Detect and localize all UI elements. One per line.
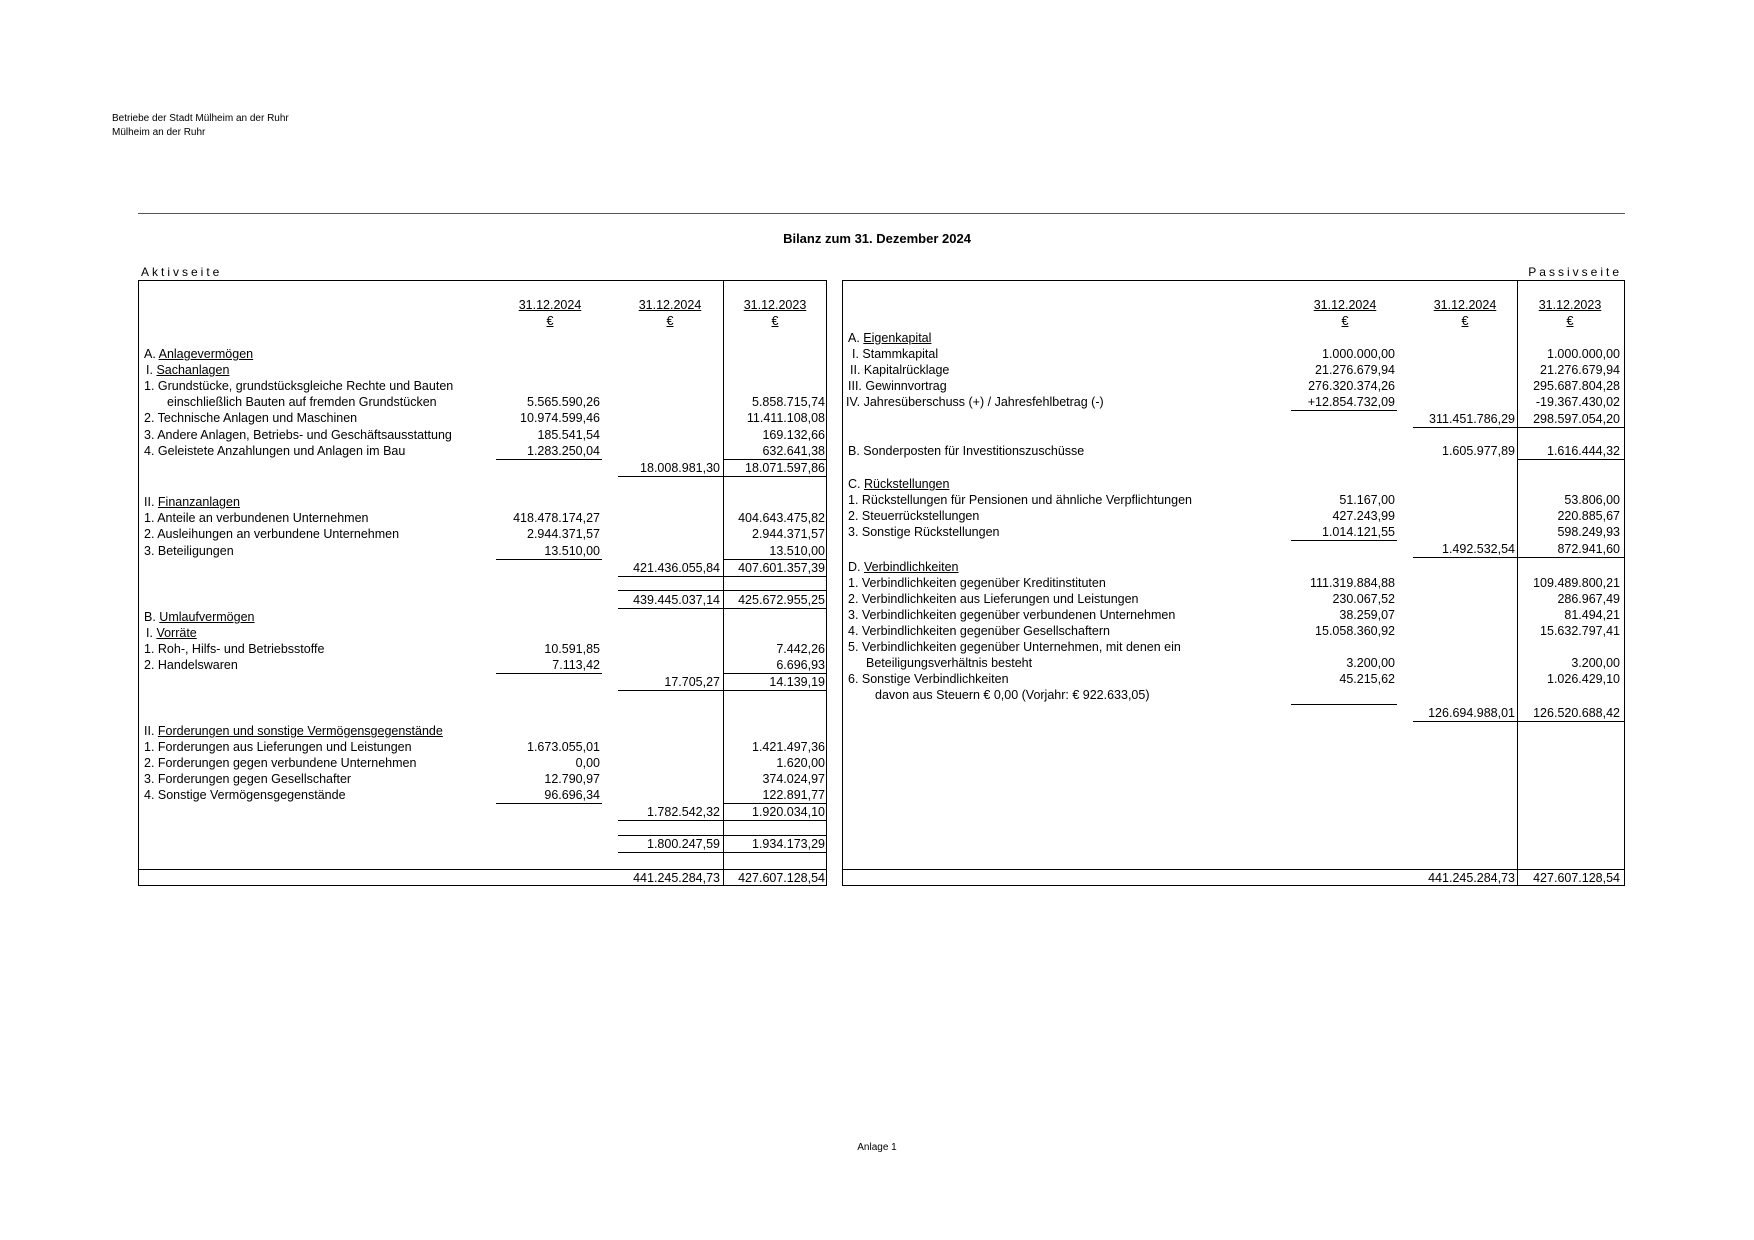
aktiva-header-2023: 31.12.2023	[743, 298, 807, 312]
row-anteile-label: 1. Anteile an verbundenen Unternehmen	[144, 511, 369, 525]
row-grundstuecke-label-cont: einschließlich Bauten auf fremden Grundstücken	[167, 395, 437, 409]
row-forderungen-ges-label: 3. Forderungen gegen Gesellschafter	[144, 772, 352, 786]
row-sonderposten-value: 1.605.977,89	[1442, 444, 1515, 458]
company-city: Mülheim an der Ruhr	[112, 127, 206, 138]
row-roh-value: 10.591,85	[544, 642, 600, 656]
eigenkapital-sum-prior: 298.597.054,20	[1533, 412, 1620, 426]
row-jahresergebnis-value: +12.854.732,09	[1307, 395, 1395, 409]
row-vb-beteiligung-label-cont: Beteiligungsverhältnis besteht	[866, 656, 1033, 670]
subtotal-rule	[496, 803, 602, 804]
currency-symbol: €	[1341, 314, 1349, 328]
aktiva-section-b	[144, 609, 254, 625]
row-vb-ges-prior: 15.632.797,41	[1540, 624, 1620, 638]
section-title: Umlaufvermögen	[159, 610, 255, 624]
row-steuerrueckstellungen-prior: 220.885,67	[1557, 509, 1620, 523]
umlaufvermoegen-sum-prior: 1.934.173,29	[752, 837, 825, 851]
row-beteiligungen-label: 3. Beteiligungen	[144, 544, 234, 558]
aktiva-total: 441.245.284,73	[633, 871, 720, 885]
currency-symbol: €	[546, 314, 554, 328]
subtotal-rule	[618, 476, 827, 477]
passiva-header-2024-b: 31.12.2024	[1433, 298, 1497, 312]
passiva-header-2024-a: 31.12.2024	[1313, 298, 1377, 312]
rueckstellungen-sum: 1.492.532,54	[1442, 542, 1515, 556]
aktiva-subsection-finanzanlagen	[144, 494, 240, 510]
row-grundstuecke-prior: 5.858.715,74	[752, 395, 825, 409]
row-technische-value: 10.974.599,46	[520, 411, 600, 425]
row-ausleihungen-label: 2. Ausleihungen an verbundene Unternehmen	[144, 527, 400, 541]
rueckstellungen-sum-prior: 872.941,60	[1557, 542, 1620, 556]
subtotal-rule	[1291, 410, 1397, 411]
subtotal-rule	[1413, 557, 1625, 558]
row-technische-label: 2. Technische Anlagen und Maschinen	[144, 411, 358, 425]
top-rule	[138, 213, 1625, 214]
row-sonstige-vg-value: 96.696,34	[544, 788, 600, 802]
passiva-section-d	[848, 559, 959, 575]
row-handelswaren-prior: 6.696,93	[776, 658, 825, 672]
row-vb-kredit-prior: 109.489.800,21	[1533, 576, 1620, 590]
currency-symbol: €	[1566, 314, 1574, 328]
page-title: Bilanz zum 31. Dezember 2024	[783, 231, 971, 246]
section-prefix: C.	[848, 477, 861, 491]
row-roh-prior: 7.442,26	[776, 642, 825, 656]
row-forderungen-vu-value: 0,00	[575, 756, 600, 770]
sachanlagen-sum: 18.008.981,30	[640, 461, 720, 475]
row-kapitalruecklage-prior: 21.276.679,94	[1540, 363, 1620, 377]
row-forderungen-ll-label: 1. Forderungen aus Lieferungen und Leistungen	[144, 740, 412, 754]
subtotal-rule	[618, 608, 827, 609]
row-vb-ges-label: 4. Verbindlichkeiten gegenüber Gesellschaftern	[848, 624, 1110, 638]
row-forderungen-ll-value: 1.673.055,01	[527, 740, 600, 754]
subsection-prefix: I.	[146, 363, 153, 377]
row-grundstuecke-label: 1. Grundstücke, grundstücksgleiche Rechte und Bauten	[144, 379, 454, 393]
row-forderungen-ll-prior: 1.421.497,36	[752, 740, 825, 754]
row-andere-value: 185.541,54	[537, 428, 600, 442]
subtotal-rule	[618, 852, 827, 853]
section-title: Rückstellungen	[863, 477, 950, 491]
subsection-title: Vorräte	[156, 626, 197, 640]
verbindlichkeiten-sum-prior: 126.520.688,42	[1533, 706, 1620, 720]
section-title: Eigenkapital	[863, 331, 932, 345]
row-forderungen-vu-label: 2. Forderungen gegen verbundene Unternehmen	[144, 756, 417, 770]
row-andere-prior: 169.132,66	[762, 428, 825, 442]
row-sonderposten-prior: 1.616.444,32	[1547, 444, 1620, 458]
umlaufvermoegen-sum: 1.800.247,59	[647, 837, 720, 851]
aktiva-header-2024-b: 31.12.2024	[638, 298, 702, 312]
aktiv-label: Aktivseite	[141, 265, 223, 279]
passiva-section-c	[848, 476, 949, 492]
subtotal-rule	[618, 590, 827, 591]
verbindlichkeiten-sum: 126.694.988,01	[1428, 706, 1515, 720]
row-forderungen-ges-prior: 374.024,97	[762, 772, 825, 786]
row-vb-kredit-value: 111.319.884,88	[1309, 576, 1395, 590]
row-forderungen-vu-prior: 1.620,00	[776, 756, 825, 770]
passiva-total: 441.245.284,73	[1428, 871, 1515, 885]
aktiva-total-rule	[138, 869, 827, 870]
forderungen-sum: 1.782.542,32	[647, 805, 720, 819]
row-ausleihungen-prior: 2.944.371,57	[752, 527, 825, 541]
subsection-title: Sachanlagen	[156, 363, 230, 377]
row-vb-ll-value: 230.067,52	[1332, 592, 1395, 606]
row-vb-steuern-note: davon aus Steuern € 0,00 (Vorjahr: € 922.633,05)	[875, 688, 1150, 702]
passiva-header-eur-a	[1295, 313, 1395, 329]
row-forderungen-ges-value: 12.790,97	[544, 772, 600, 786]
section-prefix: A.	[848, 331, 860, 345]
row-anteile-value: 418.478.174,27	[513, 511, 600, 525]
row-anteile-prior: 404.643.475,82	[738, 511, 825, 525]
aktiva-col-divider	[723, 281, 724, 885]
sachanlagen-sum-prior: 18.071.597,86	[745, 461, 825, 475]
subtotal-rule	[496, 673, 602, 674]
row-vb-sonstige-prior: 1.026.429,10	[1547, 672, 1620, 686]
row-kapitalruecklage-label: II. Kapitalrücklage	[850, 363, 950, 377]
row-technische-prior: 11.411.108,08	[746, 411, 825, 425]
row-stammkapital-label: I. Stammkapital	[852, 347, 939, 361]
row-roh-label: 1. Roh-, Hilfs- und Betriebsstoffe	[144, 642, 325, 656]
passiva-header-2023: 31.12.2023	[1538, 298, 1602, 312]
finanzanlagen-sum: 421.436.055,84	[633, 561, 720, 575]
row-pensionen-value: 51.167,00	[1339, 493, 1395, 507]
aktiva-header-eur-b	[620, 313, 720, 329]
aktiva-total-prior: 427.607.128,54	[738, 871, 825, 885]
subtotal-rule	[618, 690, 827, 691]
row-vb-sonstige-value: 45.215,62	[1339, 672, 1395, 686]
row-gewinnvortrag-label: III. Gewinnvortrag	[848, 379, 947, 393]
row-sonstige-rs-value: 1.014.121,55	[1322, 525, 1395, 539]
row-jahresergebnis-prior: -19.367.430,02	[1535, 395, 1620, 409]
row-pensionen-label: 1. Rückstellungen für Pensionen und ähnliche Verpflichtungen	[848, 493, 1192, 507]
row-stammkapital-value: 1.000.000,00	[1322, 347, 1395, 361]
row-vb-ges-value: 15.058.360,92	[1315, 624, 1395, 638]
aktiva-header-eur-a	[500, 313, 600, 329]
row-vb-kredit-label: 1. Verbindlichkeiten gegenüber Kreditinstituten	[848, 576, 1106, 590]
subsection-prefix: II.	[144, 724, 155, 738]
currency-symbol: €	[666, 314, 674, 328]
finanzanlagen-sum-prior: 407.601.357,39	[738, 561, 825, 575]
subtotal-rule	[1413, 427, 1625, 428]
row-gewinnvortrag-prior: 295.687.804,28	[1533, 379, 1620, 393]
company-name: Betriebe der Stadt Mülheim an der Ruhr	[112, 113, 289, 124]
subsection-title: Forderungen und sonstige Vermögensgegenstände	[157, 724, 443, 738]
row-vb-vu-value: 38.259,07	[1339, 608, 1395, 622]
row-ausleihungen-value: 2.944.371,57	[527, 527, 600, 541]
section-prefix: A.	[144, 347, 156, 361]
row-anzahlungen-value: 1.283.250,04	[527, 444, 600, 458]
row-sonstige-vg-prior: 122.891,77	[762, 788, 825, 802]
row-stammkapital-prior: 1.000.000,00	[1547, 347, 1620, 361]
row-grundstuecke-value: 5.565.590,26	[527, 395, 600, 409]
row-steuerrueckstellungen-label: 2. Steuerrückstellungen	[848, 509, 980, 523]
section-title: Anlagevermögen	[158, 347, 254, 361]
row-steuerrueckstellungen-value: 427.243,99	[1332, 509, 1395, 523]
currency-symbol: €	[771, 314, 779, 328]
forderungen-sum-prior: 1.920.034,10	[752, 805, 825, 819]
row-anzahlungen-label: 4. Geleistete Anzahlungen und Anlagen im Bau	[144, 444, 406, 458]
row-pensionen-prior: 53.806,00	[1564, 493, 1620, 507]
row-beteiligungen-prior: 13.510,00	[769, 544, 825, 558]
row-kapitalruecklage-value: 21.276.679,94	[1315, 363, 1395, 377]
row-sonstige-rs-label: 3. Sonstige Rückstellungen	[848, 525, 1000, 539]
subtotal-rule	[1291, 540, 1397, 541]
row-vb-vu-label: 3. Verbindlichkeiten gegenüber verbundenen Unternehmen	[848, 608, 1176, 622]
row-handelswaren-label: 2. Handelswaren	[144, 658, 238, 672]
passiva-header-eur-c	[1520, 313, 1620, 329]
page-footer: Anlage 1	[857, 1142, 897, 1153]
row-sonstige-vg-label: 4. Sonstige Vermögensgegenstände	[144, 788, 346, 802]
aktiva-subsection-vorraete	[146, 625, 197, 641]
passiva-col-divider	[1517, 281, 1518, 885]
subtotal-rule	[496, 459, 602, 460]
anlagevermoegen-sum-prior: 425.672.955,25	[738, 593, 825, 607]
subtotal-rule	[1413, 721, 1625, 722]
subsection-prefix: I.	[146, 626, 153, 640]
aktiva-header-2024-a: 31.12.2024	[518, 298, 582, 312]
row-vb-beteiligung-prior: 3.200,00	[1571, 656, 1620, 670]
row-vb-beteiligung-label: 5. Verbindlichkeiten gegenüber Unternehmen, mit denen ein	[848, 640, 1181, 654]
aktiva-subsection-sachanlagen	[146, 362, 229, 378]
eigenkapital-sum: 311.451.786,29	[1429, 412, 1515, 426]
subtotal-rule	[1291, 704, 1397, 705]
subsection-prefix: II.	[144, 495, 155, 509]
aktiva-subsection-forderungen	[144, 723, 443, 739]
row-jahresergebnis-label: IV. Jahresüberschuss (+) / Jahresfehlbetrag (-)	[846, 395, 1104, 409]
row-vb-ll-prior: 286.967,49	[1557, 592, 1620, 606]
vorraete-sum: 17.705,27	[664, 675, 720, 689]
row-beteiligungen-value: 13.510,00	[544, 544, 600, 558]
subtotal-rule	[618, 820, 827, 821]
passiva-header-eur-b	[1415, 313, 1515, 329]
currency-symbol: €	[1461, 314, 1469, 328]
passiva-section-a	[848, 330, 931, 346]
row-sonstige-rs-prior: 598.249,93	[1557, 525, 1620, 539]
passiva-total-prior: 427.607.128,54	[1533, 871, 1620, 885]
vorraete-sum-prior: 14.139,19	[769, 675, 825, 689]
section-title: Verbindlichkeiten	[863, 560, 959, 574]
row-vb-sonstige-label: 6. Sonstige Verbindlichkeiten	[848, 672, 1009, 686]
row-andere-label: 3. Andere Anlagen, Betriebs- und Geschäftsausstattung	[144, 428, 452, 442]
row-vb-vu-prior: 81.494,21	[1564, 608, 1620, 622]
subsection-title: Finanzanlagen	[157, 495, 240, 509]
row-gewinnvortrag-value: 276.320.374,26	[1308, 379, 1395, 393]
section-prefix: B.	[144, 610, 156, 624]
aktiva-header-eur-c	[725, 313, 825, 329]
subtotal-rule	[618, 576, 827, 577]
subtotal-rule	[496, 559, 602, 560]
row-handelswaren-value: 7.113,42	[552, 658, 600, 672]
passiv-label: Passivseite	[1528, 265, 1622, 279]
row-vb-ll-label: 2. Verbindlichkeiten aus Lieferungen und Leistungen	[848, 592, 1139, 606]
row-anzahlungen-prior: 632.641,38	[762, 444, 825, 458]
anlagevermoegen-sum: 439.445.037,14	[633, 593, 720, 607]
subtotal-rule	[1517, 459, 1625, 460]
row-vb-beteiligung-value: 3.200,00	[1346, 656, 1395, 670]
row-sonderposten-label: B. Sonderposten für Investitionszuschüsse	[848, 444, 1085, 458]
section-prefix: D.	[848, 560, 861, 574]
aktiva-section-a	[144, 346, 253, 362]
